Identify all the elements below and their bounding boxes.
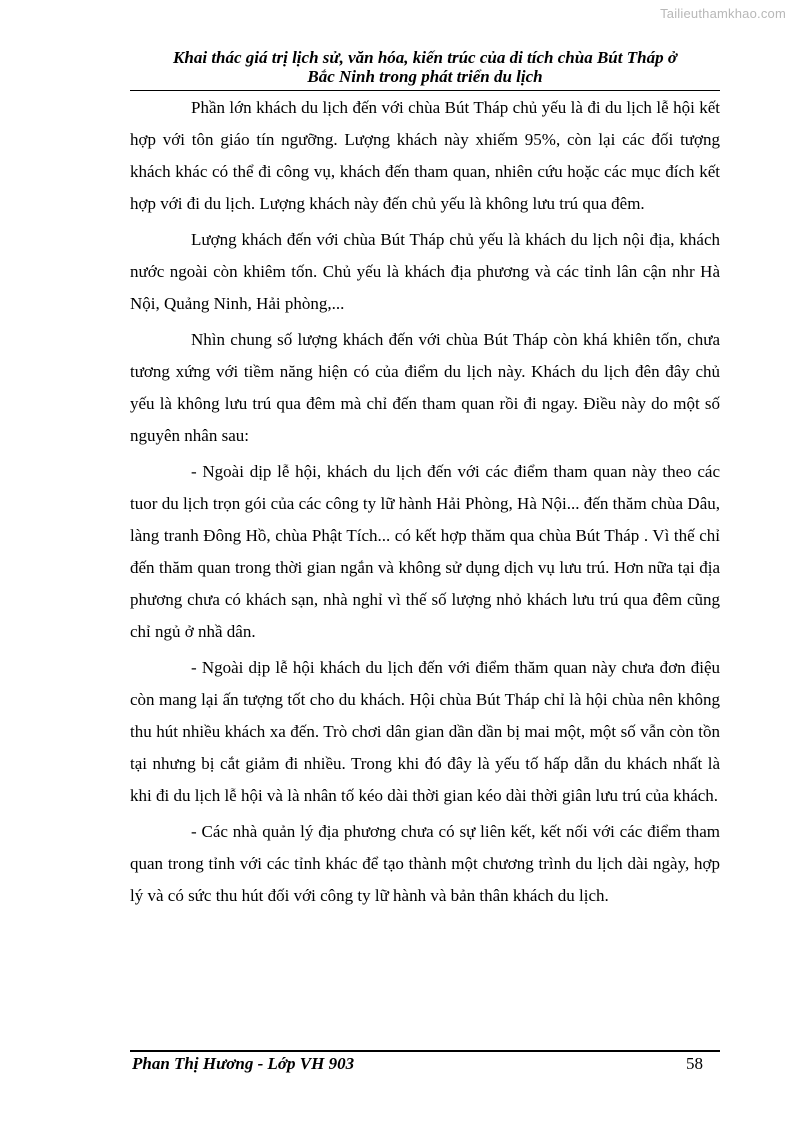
page-header [130,48,720,86]
header-title-line-1: Khai thác giá trị lịch sử, văn hóa, kiến trúc của di tích chùa Bút Tháp ở [173,48,677,67]
paragraph-2: Lượng khách đến với chùa Bút Tháp chủ yếu là khách du lịch nội địa, khách nước ngoài còn khiêm tốn. Chủ yếu là khách địa phương và các tỉnh lân cận nhr Hà Nội, Quảng Ninh, Hải phòng,... [130,230,720,313]
header-divider [130,90,720,91]
footer-author: Phan Thị Hương - Lớp VH 903 [132,1054,355,1073]
paragraph-6: - Các nhà quản lý địa phương chưa có sự liên kết, kết nối với các điểm tham quan trong tỉnh với các tỉnh khác để tạo thành một chương trình du lịch dài ngày, hợp lý và có sức thu hút đối với công ty lữ hành và bản thân khách du lịch. [130,822,720,905]
paragraph-3: Nhìn chung số lượng khách đến với chùa Bút Tháp còn khá khiên tốn, chưa tương xứng với tiềm năng hiện có của điểm du lịch này. Khách du lịch đên đây chủ yếu là không lưu trú qua đêm mà chỉ đến tham quan rồi đi ngay. Điều này do một số nguyên nhân sau: [130,330,720,445]
paragraph-1: Phần lớn khách du lịch đến với chùa Bút Tháp chủ yếu là đi du lịch lễ hội kết hợp với tôn giáo tín ngưỡng. Lượng khách này xhiếm 95%, còn lại các đối tượng khách khác có thể đi công vụ, khách đến tham quan, nhiên cứu hoặc các mục đích kết hợp với đi du lịch. Lượng khách này đến chủ yếu là không lưu trú qua đêm. [130,98,720,213]
paragraph-5: - Ngoài dịp lễ hội khách du lịch đến với điểm thăm quan này chưa đơn điệu còn mang lại ấn tượng tốt cho du khách. Hội chùa Bút Tháp chỉ là hội chùa nên không thu hút nhiều khách xa đến. Trò chơi dân gian dần dần bị mai một, một số vẫn còn tồn tại nhưng bị cắt giảm đi nhiều. Trong khi đó đây là yếu tố hấp dẫn du khách nhất là khi đi du lịch lễ hội và là nhân tố kéo dài thời gian kéo dài thời giân lưu trú của khách. [130,658,720,805]
footer-divider [130,1050,720,1052]
body-text [130,92,720,912]
page-number: 58 [686,1054,703,1073]
paragraph-4: - Ngoài dịp lễ hội, khách du lịch đến với các điểm tham quan này theo các tuor du lịch trọn gói của các công ty lữ hành Hải Phòng, Hà Nội... đến thăm chùa Dâu, làng tranh Đông Hồ, chùa Phật Tích... có kết hợp thăm qua chùa Bút Tháp . Vì thế chỉ đến thăm quan trong thời gian ngắn và không sử dụng dịch vụ lưu trú. Hơn nữa tại địa phương chưa có khách sạn, nhà nghỉ vì thế số lượng nhỏ khách lưu trú qua đêm cũng chỉ ngủ ở nhầ dân. [130,462,720,641]
watermark: Tailieuthamkhao.com [660,6,786,21]
header-title-line-2: Bắc Ninh trong phát triển du lịch [307,67,543,86]
